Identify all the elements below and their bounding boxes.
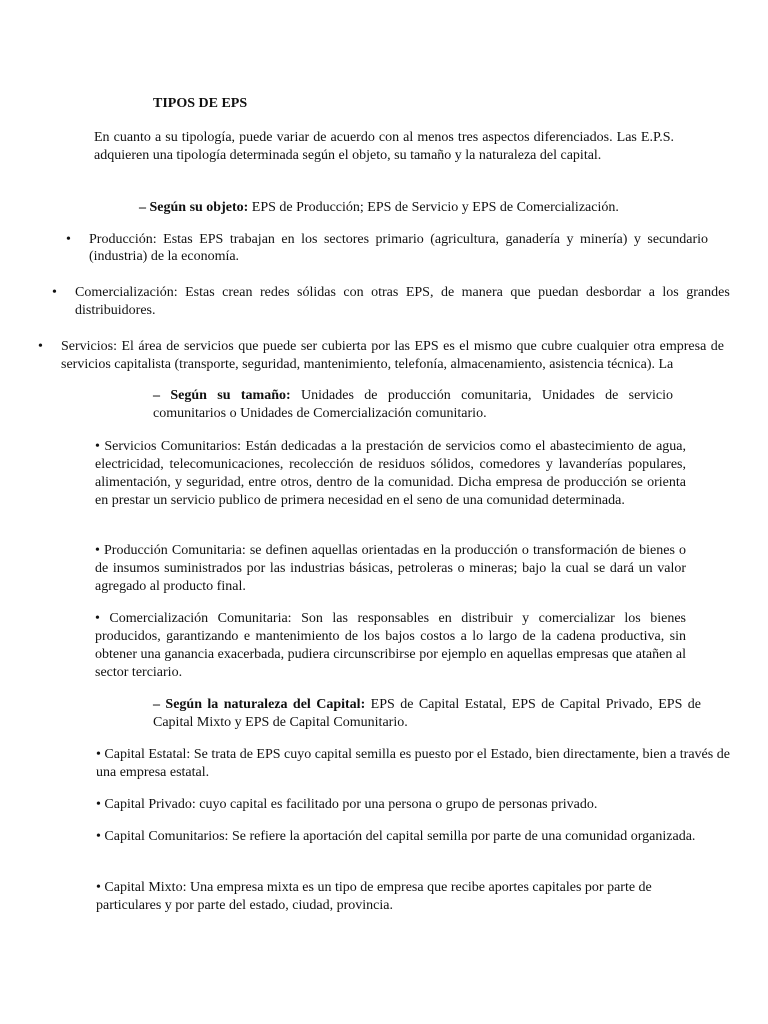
capital-item-privado: • Capital Privado: cuyo capital es facilitado por una persona o grupo de personas privado. <box>96 797 598 812</box>
objeto-item-produccion-line1: Producción: Estas EPS trabajan en los sectores primario (agricultura, ganadería y minería) y secundario <box>89 232 709 247</box>
section-label-tamano: – Según su tamaño: <box>153 388 291 403</box>
objeto-item-comercializacion-line1: Comercialización: Estas crean redes sólidas con otras EPS, de manera que puedan desbordar a los grandes <box>75 285 730 300</box>
document-title: TIPOS DE EPS <box>153 96 248 111</box>
objeto-item-comercializacion-line2: distribuidores. <box>75 303 156 318</box>
section-label-capital: – Según la naturaleza del Capital: <box>153 697 366 712</box>
capital-item-estatal: • Capital Estatal: Se trata de EPS cuyo capital semilla es puesto por el Estado, bien directamente, bien a través de una empresa estatal. <box>96 747 730 780</box>
capital-item-mixto: • Capital Mixto: Una empresa mixta es un tipo de empresa que recibe aportes capitales por parte de particulares y por parte del estado, ciudad, provincia. <box>96 880 652 913</box>
intro-paragraph: En cuanto a su tipología, puede variar de acuerdo con al menos tres aspectos diferenciados. Las E.P.S. adquieren una tipología determinada según el objeto, su tamaño y la naturaleza del capital. <box>94 130 674 163</box>
objeto-item-produccion-line2: (industria) de la economía. <box>89 249 240 264</box>
bullet-icon: • <box>38 339 43 354</box>
objeto-item-servicios-line1: Servicios: El área de servicios que puede ser cubierta por las EPS es el mismo que cubre cualquier otra empresa de <box>61 339 724 354</box>
bullet-icon: • <box>66 232 71 247</box>
section-text-capital: EPS de Capital Estatal, EPS de Capital Privado, EPS de Capital Mixto y EPS de Capital Comunitario. <box>153 697 701 730</box>
section-heading-tamano <box>153 387 673 423</box>
tamano-item-comercializacion-comunitaria: • Comercialización Comunitaria: Son las responsables en distribuir y comercializar los bienes producidos, garantizando e mantenimiento de los bajos costos a lo largo de la cadena productiva, sin obtener una ganancia exacerbada, pudiera circunscribirse por ejemplo en aquellas empresas que atañen al sector terciario. <box>95 611 686 680</box>
tamano-item-servicios-comunitarios: • Servicios Comunitarios: Están dedicadas a la prestación de servicios como el abastecimiento de agua, electricidad, telecomunicaciones, recolección de residuos sólidos, comedores y lavanderías populares, alimentación, y seguridad, entre otros, dentro de la comunidad. Dicha empresa de producción se orienta en prestar un servicio publico de primera necesidad en el seno de una comunidad determinada. <box>95 439 686 508</box>
capital-item-comunitarios: • Capital Comunitarios: Se refiere la aportación del capital semilla por parte de una comunidad organizada. <box>96 829 696 844</box>
tamano-item-produccion-comunitaria: • Producción Comunitaria: se definen aquellas orientadas en la producción o transformación de bienes o de insumos suministrados por las industrias básicas, petroleras o mineras; bajo la cual se dará un valor agregado al producto final. <box>95 543 686 594</box>
section-text-tamano: Unidades de producción comunitaria, Unidades de servicio comunitarios o Unidades de Comercialización comunitario. <box>153 388 673 421</box>
section-label-objeto: – Según su objeto: <box>139 200 249 215</box>
section-heading-capital <box>153 696 701 732</box>
section-heading-objeto <box>139 199 619 217</box>
section-text-objeto: EPS de Producción; EPS de Servicio y EPS de Comercialización. <box>248 200 619 215</box>
objeto-item-servicios-line2: servicios capitalista (transporte, seguridad, mantenimiento, telefonía, almacenamiento, asistencia técnica). La <box>61 357 674 372</box>
bullet-icon: • <box>52 285 57 300</box>
